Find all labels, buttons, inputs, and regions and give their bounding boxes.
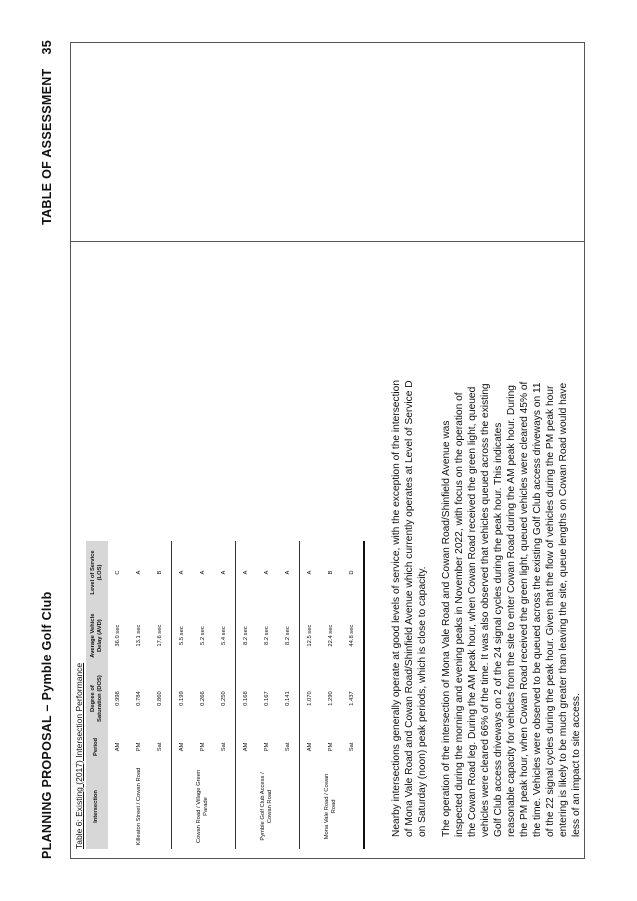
los-cell: A (214, 541, 236, 604)
column-header-intersection: Intersection (86, 764, 108, 849)
avd-cell: 44.8 sec (342, 604, 364, 667)
dos-cell: 0.199 (178, 691, 185, 706)
dos-cell: 1.437 (342, 667, 364, 730)
los-cell: D (342, 541, 364, 604)
los-cell: A (135, 570, 142, 575)
los-cell: A (242, 570, 249, 575)
period-cell: PM (135, 742, 142, 752)
los-cell: A (178, 570, 185, 575)
intersection-cell: Mona Vale Road / Cowan Road (299, 764, 364, 849)
period-cell: AM (178, 742, 185, 752)
section-header (40, 40, 54, 225)
dos-cell: 0.168 (242, 691, 249, 706)
period-cell: Sat (150, 730, 172, 764)
los-cell: C (114, 570, 121, 575)
intersection-performance-table (86, 541, 365, 849)
dos-cell: 1.290 (327, 691, 334, 706)
period-cell: PM (327, 742, 334, 752)
table-row (235, 541, 257, 849)
table-caption: Table 6: Existing (2017) Intersection Performance (74, 662, 84, 849)
period-cell: AM (114, 742, 121, 752)
los-cell: B (150, 541, 172, 604)
table-row (108, 541, 129, 849)
column-header-los: Level of Service (LOS) (86, 541, 108, 604)
paragraph-observation: The operation of the intersection of Mona Vale Road and Cowan Road/Shinfield Avenue was inspected during the morning and evening peaks in November 2022, with focus on the operation of the Cowan Road leg. During the AM peak hour, when Cowan Road received the green light, queued vehicles were cleared 66% of the time. It was also observed that vehicles queued across the existing Golf Club access driveways on 2 of the 24 signal cycles during the peak hour. This indicates reasonable capacity for vehicles from the site to enter Cowan Road during the AM peak hour. During the PM peak hour, when Cowan Road received the green light, queued vehicles were cleared 45% of the time. Vehicles were observed to be queued across the existing Golf Club access driveways on 11 of the 22 signal cycles during the peak hour. Given that the flow of vehicles during the PM peak hour entering is likely to be much greater than leaving the site, queue lengths on Cowan Road would have less of an impact to site access. (441, 381, 583, 837)
period-cell: AM (306, 742, 313, 752)
period-cell: Sat (278, 730, 300, 764)
section-title: TABLE OF ASSESSMENT (40, 68, 54, 225)
page-number: 35 (40, 40, 54, 55)
avd-cell: 22.4 sec (327, 624, 334, 647)
paragraph-summary: Nearby intersections generally operate at good levels of service, with the exception of the intersection of Mona Vale Road and Cowan Road/Shinfield Avenue which currently operates at Level of Service D on Saturday (noon) peak periods, which is close to capacity. (391, 380, 429, 837)
table-row (299, 541, 321, 849)
dos-cell: 0.167 (263, 691, 270, 706)
avd-cell: 13.1 sec (135, 624, 142, 647)
avd-cell: 12.5 sec (306, 624, 313, 647)
column-header-period: Period (86, 730, 108, 764)
avd-cell: 17.6 sec (150, 604, 172, 667)
period-cell: PM (263, 742, 270, 752)
dos-cell: 0.860 (150, 667, 172, 730)
period-cell: Sat (342, 730, 364, 764)
los-cell: B (327, 570, 334, 575)
los-cell: A (263, 570, 270, 575)
table-row (171, 541, 193, 849)
period-cell: Sat (214, 730, 236, 764)
avd-cell: 5.4 sec (214, 604, 236, 667)
column-header-avd: Average Vehicle Delay (AVD) (86, 604, 108, 667)
intersection-cell: Cowan Road / Village Green Parade (171, 764, 235, 849)
intersection-cell: Pymble Golf Club Access / Cowan Road (235, 764, 299, 849)
column-header-dos: Degree of Saturation (DOS) (86, 667, 108, 730)
los-cell: A (278, 541, 300, 604)
document-header-title: PLANNING PROPOSAL – Pymble Golf Club (40, 591, 54, 859)
avd-cell: 8.2 sec (263, 626, 270, 645)
dos-cell: 0.266 (199, 691, 206, 706)
avd-cell: 8.2 sec (278, 604, 300, 667)
period-cell: AM (242, 742, 249, 752)
dos-cell: 0.141 (278, 667, 300, 730)
dos-cell: 1.070 (306, 691, 313, 706)
assessment-right-column (70, 42, 585, 242)
los-cell: A (199, 570, 206, 575)
avd-cell: 36.0 sec (114, 624, 121, 647)
table-header-row (86, 541, 108, 849)
dos-cell: 0.250 (214, 667, 236, 730)
period-cell: PM (199, 742, 206, 752)
intersection-cell: Killeaton Street / Cowan Road (108, 764, 172, 849)
dos-cell: 0.784 (135, 691, 142, 706)
dos-cell: 0.998 (114, 691, 121, 706)
los-cell: A (306, 570, 313, 575)
avd-cell: 5.5 sec (178, 626, 185, 645)
avd-cell: 5.2 sec (199, 626, 206, 645)
avd-cell: 8.2 sec (242, 626, 249, 645)
